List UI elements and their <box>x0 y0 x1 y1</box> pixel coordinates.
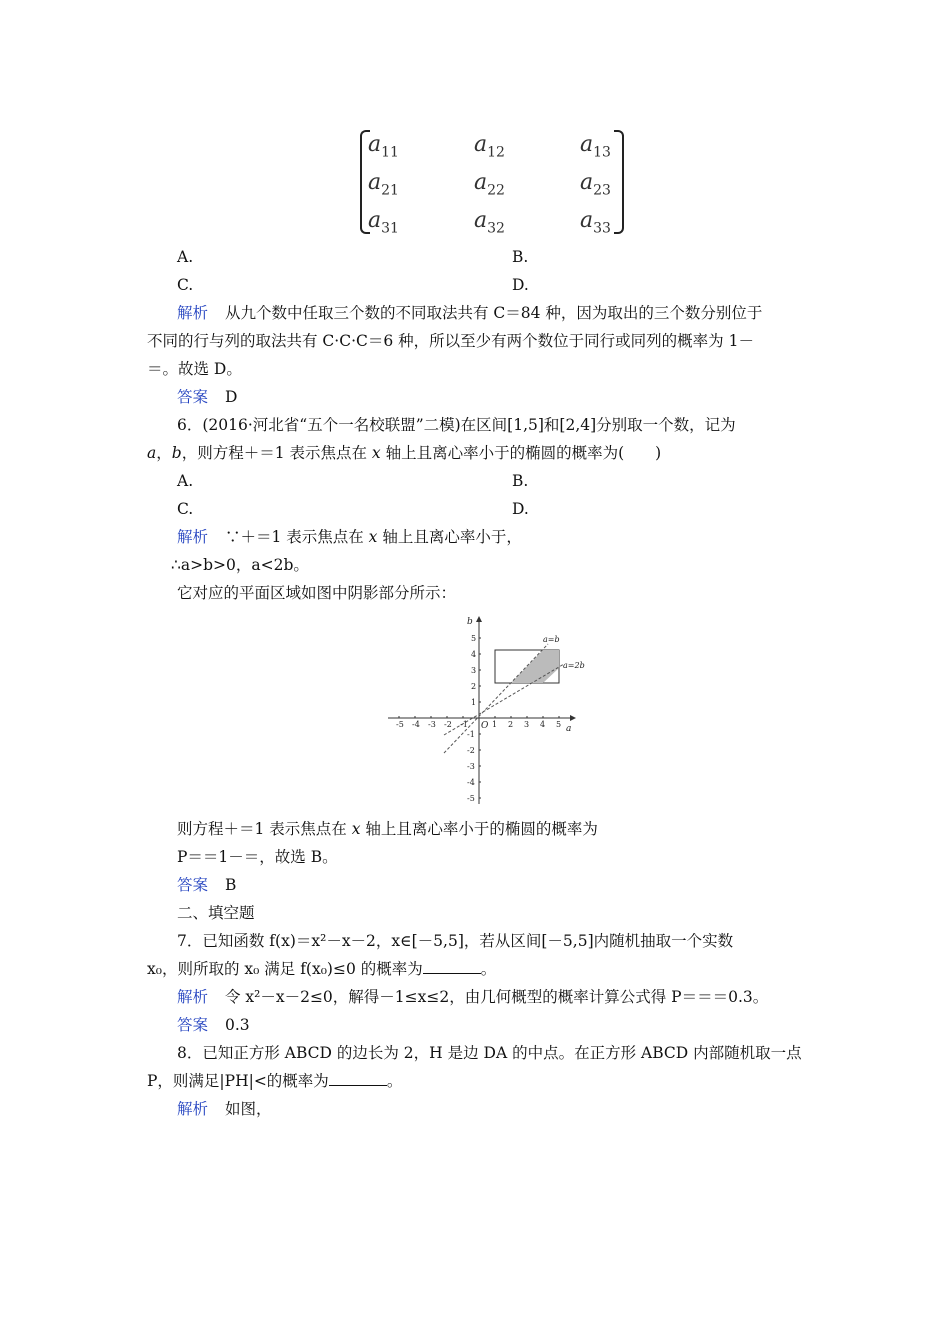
q5-analysis: 解析 从九个数中任取三个数的不同取法共有 C＝84 种，因为取出的三个数分别位于 <box>177 304 763 322</box>
shaded-region <box>511 650 559 683</box>
q5-option-b: B. <box>512 248 529 266</box>
q7-answer: 答案 0.3 <box>177 1016 250 1034</box>
section-title: 二、填空题 <box>177 904 255 922</box>
q7-analysis: 解析 令 x²－x－2≤0，解得－1≤x≤2，由几何概型的概率计算公式得 P＝＝＝0.3。 <box>177 988 769 1006</box>
matrix-cell: $a_{22}$ <box>474 170 505 199</box>
q6-analysis-line2: ∴a>b>0，a<2b。 <box>171 556 309 574</box>
line1-label: a=b <box>543 635 560 644</box>
x-tick-label: -4 <box>412 720 420 729</box>
answer-label: 答案 <box>177 388 209 406</box>
y-tick-label: 5 <box>471 634 477 643</box>
q5-analysis-line3: ＝。故选 D。 <box>147 360 242 378</box>
matrix-cell: $a_{12}$ <box>474 132 505 161</box>
matrix-cell: $a_{31}$ <box>368 208 399 237</box>
q8-question-line1: 8．已知正方形 ABCD 的边长为 2，H 是边 DA 的中点。在正方形 ABCD 内部随机取一点 <box>177 1044 802 1062</box>
y-tick-label: -5 <box>467 794 475 803</box>
y-tick-label: 3 <box>471 666 477 675</box>
x-axis-arrow <box>570 715 576 721</box>
answer-blank <box>423 959 481 974</box>
matrix-cell: $a_{11}$ <box>368 132 399 161</box>
analysis-label: 解析 <box>177 988 209 1006</box>
matrix-cell: $a_{23}$ <box>580 170 611 199</box>
region-graph <box>388 614 585 806</box>
answer-blank <box>329 1071 387 1086</box>
y-tick-label: -3 <box>467 762 475 771</box>
x-tick-label: -3 <box>428 720 436 729</box>
q6-question-line2: a，b，则方程＋＝1 表示焦点在 x 轴上且离心率小于的椭圆的概率为( ) <box>147 444 662 462</box>
y-tick-label: 1 <box>471 698 477 707</box>
y-tick-label: -1 <box>467 730 475 739</box>
origin-label: O <box>481 721 489 731</box>
line-a-equals-b <box>444 644 548 753</box>
analysis-label: 解析 <box>177 1100 209 1118</box>
q5-option-d: D. <box>512 276 529 294</box>
q6-option-d: D. <box>512 500 529 518</box>
y-tick-label: -4 <box>467 778 475 787</box>
analysis-label: 解析 <box>177 528 209 546</box>
q5-option-a: A. <box>177 248 194 266</box>
q6-after-graph-line2: P＝＝1－＝，故选 B。 <box>177 848 338 866</box>
matrix-cell: $a_{33}$ <box>580 208 611 237</box>
line2-label: a=2b <box>563 661 585 670</box>
x-tick-label: 4 <box>540 720 546 729</box>
x-axis-label: a <box>566 724 572 734</box>
y-axis-label: b <box>467 617 473 627</box>
y-tick-label: 4 <box>471 650 477 659</box>
q7-question-line2: x₀，则所取的 x₀ 满足 f(x₀)≤0 的概率为 。 <box>147 960 497 978</box>
q6-analysis-line3: 它对应的平面区域如图中阴影部分所示： <box>177 584 457 602</box>
matrix-right-bracket <box>614 130 624 234</box>
answer-label: 答案 <box>177 1016 209 1034</box>
q6-option-c: C. <box>177 500 194 518</box>
q6-after-graph-line1: 则方程＋＝1 表示焦点在 x 轴上且离心率小于的椭圆的概率为 <box>177 820 598 838</box>
y-axis-arrow <box>476 616 482 622</box>
q5-analysis-line2: 不同的行与列的取法共有 C·C·C＝6 种，所以至少有两个数位于同行或同列的概率为 1－ <box>147 332 754 350</box>
q5-option-c: C. <box>177 276 194 294</box>
x-tick-label: 2 <box>508 720 514 729</box>
x-tick-label: -5 <box>396 720 404 729</box>
y-tick-label: 2 <box>471 682 477 691</box>
q8-analysis: 解析 如图， <box>177 1100 272 1118</box>
matrix-cell: $a_{13}$ <box>580 132 611 161</box>
y-tick-label: -2 <box>467 746 475 755</box>
q5-answer: 答案 D <box>177 388 238 406</box>
q8-question-line2: P，则满足|PH|<的概率为 。 <box>147 1072 403 1090</box>
q6-analysis: 解析 ∵＋＝1 表示焦点在 x 轴上且离心率小于， <box>177 528 522 546</box>
x-tick-label: 3 <box>524 720 530 729</box>
answer-label: 答案 <box>177 876 209 894</box>
x-tick-label: -1 <box>460 720 468 729</box>
analysis-label: 解析 <box>177 304 209 322</box>
x-tick-label: -2 <box>444 720 452 729</box>
q6-option-a: A. <box>177 472 194 490</box>
matrix-figure <box>358 126 626 236</box>
matrix-cell: $a_{21}$ <box>368 170 399 199</box>
q7-question-line1: 7．已知函数 f(x)＝x²－x－2，x∈[－5,5]，若从区间[－5,5]内随机抽取一个实数 <box>177 932 734 950</box>
x-tick-label: 1 <box>492 720 498 729</box>
q6-question-line1: 6．(2016·河北省“五个一名校联盟”二模)在区间[1,5]和[2,4]分别取一个数，记为 <box>177 416 736 434</box>
q6-option-b: B. <box>512 472 529 490</box>
q6-answer: 答案 B <box>177 876 237 894</box>
matrix-cell: $a_{32}$ <box>474 208 505 237</box>
x-tick-label: 5 <box>556 720 562 729</box>
